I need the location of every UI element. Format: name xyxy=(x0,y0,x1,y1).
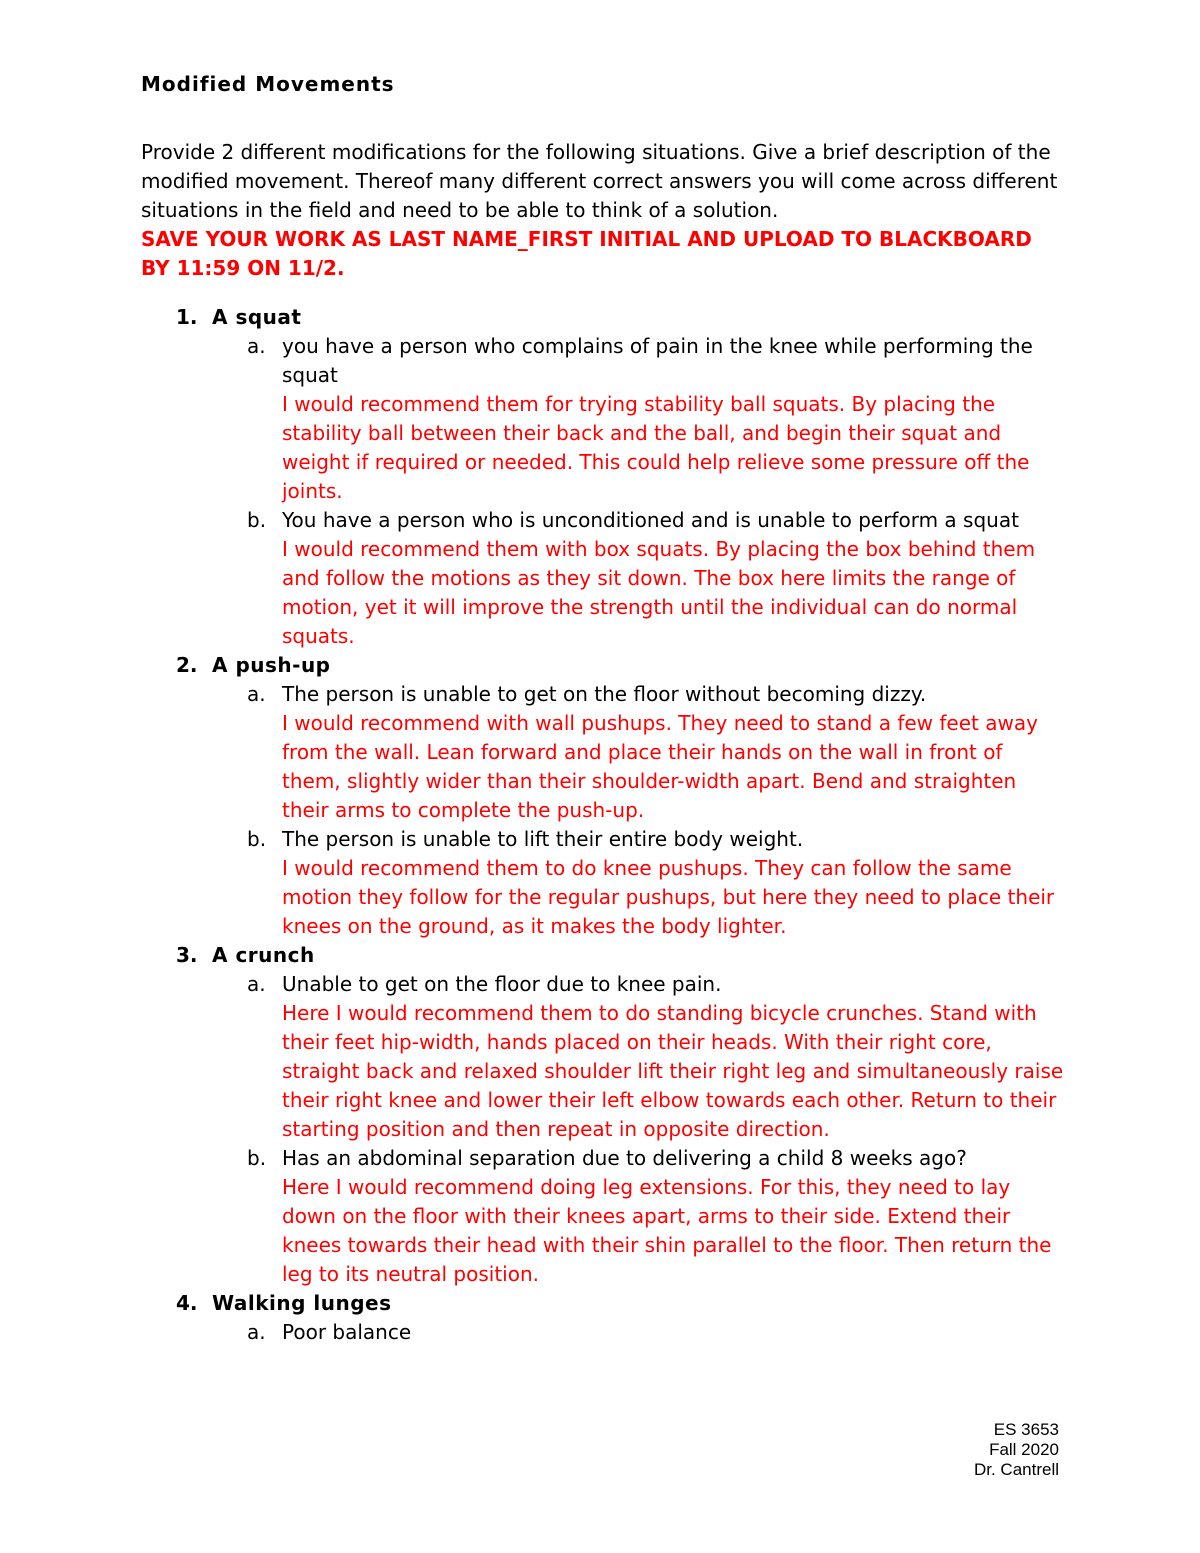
question-item xyxy=(141,1289,1066,1347)
situation-item xyxy=(212,825,1066,941)
situation-list xyxy=(212,1318,1066,1347)
question-number: 4. xyxy=(176,1291,198,1315)
document-footer xyxy=(974,1420,1059,1480)
situation-item xyxy=(212,1318,1066,1347)
answer-text: I would recommend them to do knee pushups. They can follow the same motion they follow for the regular pushups, but here they need to place their knees on the ground, as it makes the body lighter. xyxy=(282,856,1055,938)
situation-letter: b. xyxy=(247,827,267,851)
situation-item xyxy=(212,1144,1066,1289)
question-heading: A push-up xyxy=(212,653,331,677)
situation-list xyxy=(212,970,1066,1289)
situation-text: you have a person who complains of pain in the knee while performing the squat xyxy=(282,334,1033,387)
situation-letter: a. xyxy=(247,334,266,358)
document-title: Modified Movements xyxy=(141,72,395,96)
instructor-name: Dr. Cantrell xyxy=(973,1460,1059,1479)
answer-text: Here I would recommend doing leg extensions. For this, they need to lay down on the floor with their knees apart, arms to their side. Extend their knees towards their head with their shin parallel to the floor. Then return the leg to its neutral position. xyxy=(282,1175,1052,1286)
situation-item xyxy=(212,506,1066,651)
instructions-paragraph: Provide 2 different modifications for the following situations. Give a brief description of the modified movement. Thereof many different correct answers you will come across different situations in the field and need to be able to think of a solution. xyxy=(141,140,1058,222)
situation-text: Poor balance xyxy=(282,1320,412,1344)
situation-text: Has an abdominal separation due to delivering a child 8 weeks ago? xyxy=(282,1146,967,1170)
situation-list xyxy=(212,332,1066,651)
situation-item xyxy=(212,970,1066,1144)
question-item xyxy=(141,303,1066,651)
question-heading: A crunch xyxy=(212,943,315,967)
question-number: 2. xyxy=(176,653,198,677)
question-number: 1. xyxy=(176,305,198,329)
answer-text: I would recommend them with box squats. By placing the box behind them and follow the motions as they sit down. The box here limits the range of motion, yet it will improve the strength until the individual can do normal squats. xyxy=(282,537,1036,648)
situation-letter: b. xyxy=(247,1146,267,1170)
situation-list xyxy=(212,680,1066,941)
answer-text: I would recommend them for trying stability ball squats. By placing the stability ball between their back and the ball, and begin their squat and weight if required or needed. This could help relieve some pressure off the joints. xyxy=(282,392,1030,503)
question-heading: A squat xyxy=(212,305,302,329)
answer-text: Here I would recommend them to do standing bicycle crunches. Stand with their feet hip-width, hands placed on their heads. With their right core, straight back and relaxed shoulder lift their right leg and simultaneously raise their right knee and lower their left elbow towards each other. Return to their starting position and then repeat in opposite direction. xyxy=(282,1001,1064,1141)
situation-text: You have a person who is unconditioned and is unable to perform a squat xyxy=(282,508,1019,532)
situation-item xyxy=(212,680,1066,825)
term-label: Fall 2020 xyxy=(989,1440,1059,1459)
situation-item xyxy=(212,332,1066,506)
answer-text: I would recommend with wall pushups. They need to stand a few feet away from the wall. Lean forward and place their hands on the wall in front of them, slightly wider than their shoulder-width apart. Bend and straighten their arms to complete the push-up. xyxy=(282,711,1038,822)
question-heading: Walking lunges xyxy=(212,1291,392,1315)
question-list xyxy=(141,303,1066,1347)
course-code: ES 3653 xyxy=(993,1420,1059,1439)
question-item xyxy=(141,651,1066,941)
situation-text: Unable to get on the floor due to knee pain. xyxy=(282,972,722,996)
situation-letter: a. xyxy=(247,682,266,706)
situation-letter: a. xyxy=(247,972,266,996)
situation-text: The person is unable to get on the floor without becoming dizzy. xyxy=(282,682,927,706)
situation-letter: a. xyxy=(247,1320,266,1344)
situation-letter: b. xyxy=(247,508,267,532)
submission-notice: SAVE YOUR WORK AS LAST NAME_FIRST INITIAL AND UPLOAD TO BLACKBOARD BY 11:59 ON 11/2. xyxy=(141,227,1032,280)
document-page xyxy=(141,70,1066,1347)
situation-text: The person is unable to lift their entire body weight. xyxy=(282,827,804,851)
question-number: 3. xyxy=(176,943,198,967)
question-item xyxy=(141,941,1066,1289)
